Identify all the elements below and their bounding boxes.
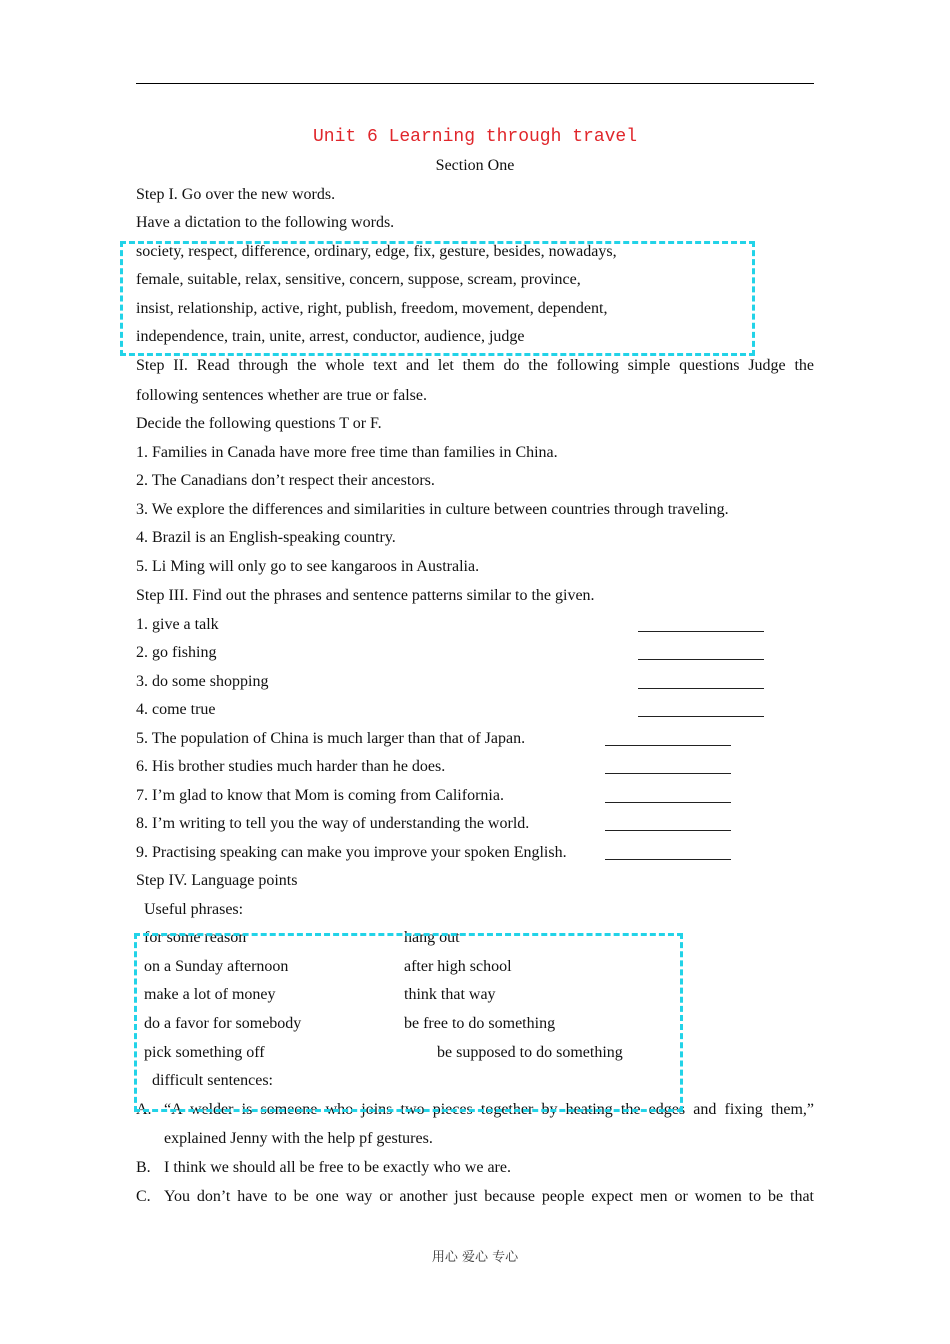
answer-blank[interactable] [605,802,731,803]
sentence-marker: C. [136,1188,151,1205]
sentence-item: 8. I’m writing to tell you the way of understanding the world. [136,815,530,832]
step3-heading: Step III. Find out the phrases and sentence patterns similar to the given. [136,587,595,604]
useful-phrase: for some reason [144,929,247,946]
useful-phrases-label: Useful phrases: [144,901,244,918]
step2-heading: Step II. Read through the whole text and let them do the following simple questions Judge the [136,357,814,374]
useful-phrase: on a Sunday afternoon [144,958,289,975]
difficult-sentences-label: difficult sentences: [152,1072,273,1089]
answer-blank[interactable] [605,773,731,774]
phrase-item: 3. do some shopping [136,673,269,690]
answer-blank[interactable] [605,745,731,746]
word-line: insist, relationship, active, right, publish, freedom, movement, dependent, [136,300,608,317]
page-footer: 用心 爱心 专心 [431,1250,519,1265]
step1-heading: Step I. Go over the new words. [136,186,336,203]
tf-question: 3. We explore the differences and similarities in culture between countries through traveling. [136,501,729,518]
tf-question: 2. The Canadians don’t respect their ancestors. [136,472,435,489]
section-subtitle: Section One [435,157,515,174]
sentence-item: 6. His brother studies much harder than he does. [136,758,446,775]
answer-blank[interactable] [638,631,764,632]
useful-phrase: hang out [404,929,460,946]
useful-phrase: make a lot of money [144,986,276,1003]
difficult-sentence: I think we should all be free to be exactly who we are. [164,1159,511,1176]
step4-heading: Step IV. Language points [136,872,298,889]
useful-phrase: think that way [404,986,496,1003]
answer-blank[interactable] [638,659,764,660]
step2-heading-cont: following sentences whether are true or false. [136,387,427,404]
tf-question: 4. Brazil is an English-speaking country. [136,529,396,546]
sentence-marker: A. [136,1101,152,1118]
word-line: independence, train, unite, arrest, conductor, audience, judge [136,328,525,345]
step1-instruction: Have a dictation to the following words. [136,214,395,231]
useful-phrase: be free to do something [404,1015,556,1032]
header-rule [136,83,814,84]
sentence-item: 9. Practising speaking can make you improve your spoken English. [136,844,567,861]
useful-phrase: pick something off [144,1044,265,1061]
useful-phrase: after high school [404,958,512,975]
answer-blank[interactable] [638,688,764,689]
sentence-item: 7. I’m glad to know that Mom is coming from California. [136,787,504,804]
answer-blank[interactable] [638,716,764,717]
difficult-sentence-cont: explained Jenny with the help pf gestures. [164,1130,433,1147]
answer-blank[interactable] [605,830,731,831]
sentence-marker: B. [136,1159,151,1176]
sentence-item: 5. The population of China is much larger than that of Japan. [136,730,526,747]
phrase-item: 4. come true [136,701,216,718]
word-line: society, respect, difference, ordinary, edge, fix, gesture, besides, nowadays, [136,243,617,260]
phrase-item: 1. give a talk [136,616,219,633]
step2-instruction: Decide the following questions T or F. [136,415,382,432]
tf-question: 1. Families in Canada have more free time than families in China. [136,444,558,461]
word-line: female, suitable, relax, sensitive, concern, suppose, scream, province, [136,271,581,288]
useful-phrase: do a favor for somebody [144,1015,302,1032]
useful-phrase: be supposed to do something [437,1044,623,1061]
difficult-sentence: “A welder is someone who joins two pieces together by heating the edges and fixing them,” [164,1101,814,1118]
phrase-item: 2. go fishing [136,644,217,661]
difficult-sentence: You don’t have to be one way or another just because people expect men or women to be that [164,1188,814,1205]
tf-question: 5. Li Ming will only go to see kangaroos in Australia. [136,558,480,575]
answer-blank[interactable] [605,859,731,860]
page-title: Unit 6 Learning through travel [312,127,638,147]
